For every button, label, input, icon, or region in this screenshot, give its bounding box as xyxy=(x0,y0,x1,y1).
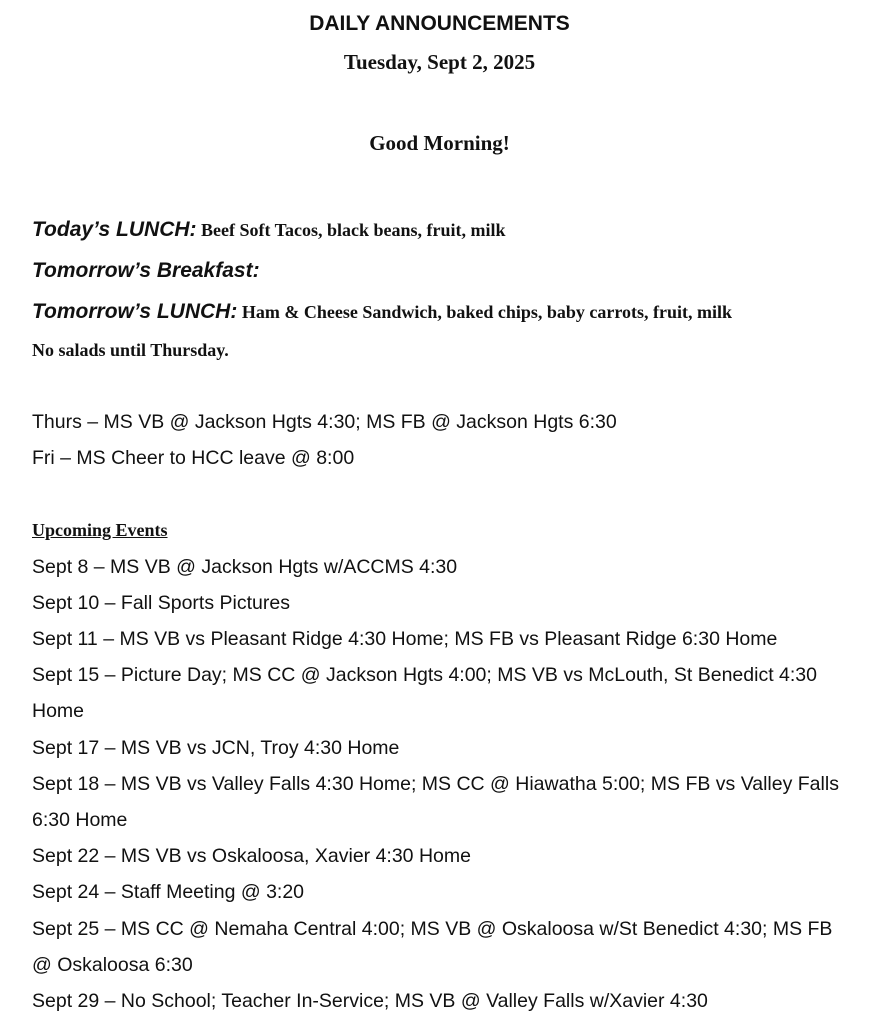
announcement-date: Tuesday, Sept 2, 2025 xyxy=(343,50,536,74)
page-title: DAILY ANNOUNCEMENTS xyxy=(309,12,570,35)
this-week-section xyxy=(32,404,847,476)
event-item: Sept 24 – Staff Meeting @ 3:20 xyxy=(32,881,305,904)
event-item: Sept 18 – MS VB vs Valley Falls 4:30 Home; MS CC @ Hiawatha 5:00; MS FB vs Valley Falls 6:30 Home xyxy=(32,772,839,832)
event-item: Sept 10 – Fall Sports Pictures xyxy=(32,591,290,614)
tomorrow-lunch-value: Ham & Cheese Sandwich, baked chips, baby carrots, fruit, milk xyxy=(237,302,733,322)
this-week-item: Fri – MS Cheer to HCC leave @ 8:00 xyxy=(32,447,355,470)
tomorrow-breakfast-line xyxy=(32,250,847,291)
event-item: Sept 8 – MS VB @ Jackson Hgts w/ACCMS 4:30 xyxy=(32,555,458,578)
meal-section xyxy=(32,209,847,368)
event-item: Sept 11 – MS VB vs Pleasant Ridge 4:30 Home; MS FB vs Pleasant Ridge 6:30 Home xyxy=(32,628,778,650)
greeting: Good Morning! xyxy=(369,131,510,155)
event-item: Sept 29 – No School; Teacher In-Service; MS VB @ Valley Falls w/Xavier 4:30 xyxy=(32,990,708,1013)
today-lunch-value: Beef Soft Tacos, black beans, fruit, milk xyxy=(196,220,506,240)
tomorrow-breakfast-label: Tomorrow’s Breakfast: xyxy=(32,259,260,282)
event-item: Sept 22 – MS VB vs Oskaloosa, Xavier 4:30 Home xyxy=(32,845,471,868)
salad-note: No salads until Thursday. xyxy=(32,340,229,360)
this-week-item: Thurs – MS VB @ Jackson Hgts 4:30; MS FB @ Jackson Hgts 6:30 xyxy=(32,411,617,433)
tomorrow-lunch-label: Tomorrow’s LUNCH: xyxy=(32,300,238,323)
event-item: Sept 25 – MS CC @ Nemaha Central 4:00; MS VB @ Oskaloosa w/St Benedict 4:30; MS FB @ Oskaloosa 6:30 xyxy=(32,917,833,976)
event-item: Sept 15 – Picture Day; MS CC @ Jackson Hgts 4:00; MS VB vs McLouth, St Benedict 4:30 Home xyxy=(32,664,817,723)
tomorrow-lunch-line xyxy=(32,291,847,332)
upcoming-events-section xyxy=(32,512,847,1019)
today-lunch-line xyxy=(32,209,847,250)
event-item: Sept 17 – MS VB vs JCN, Troy 4:30 Home xyxy=(32,736,400,759)
today-lunch-label: Today’s LUNCH: xyxy=(32,218,197,241)
upcoming-events-heading: Upcoming Events xyxy=(32,520,168,541)
